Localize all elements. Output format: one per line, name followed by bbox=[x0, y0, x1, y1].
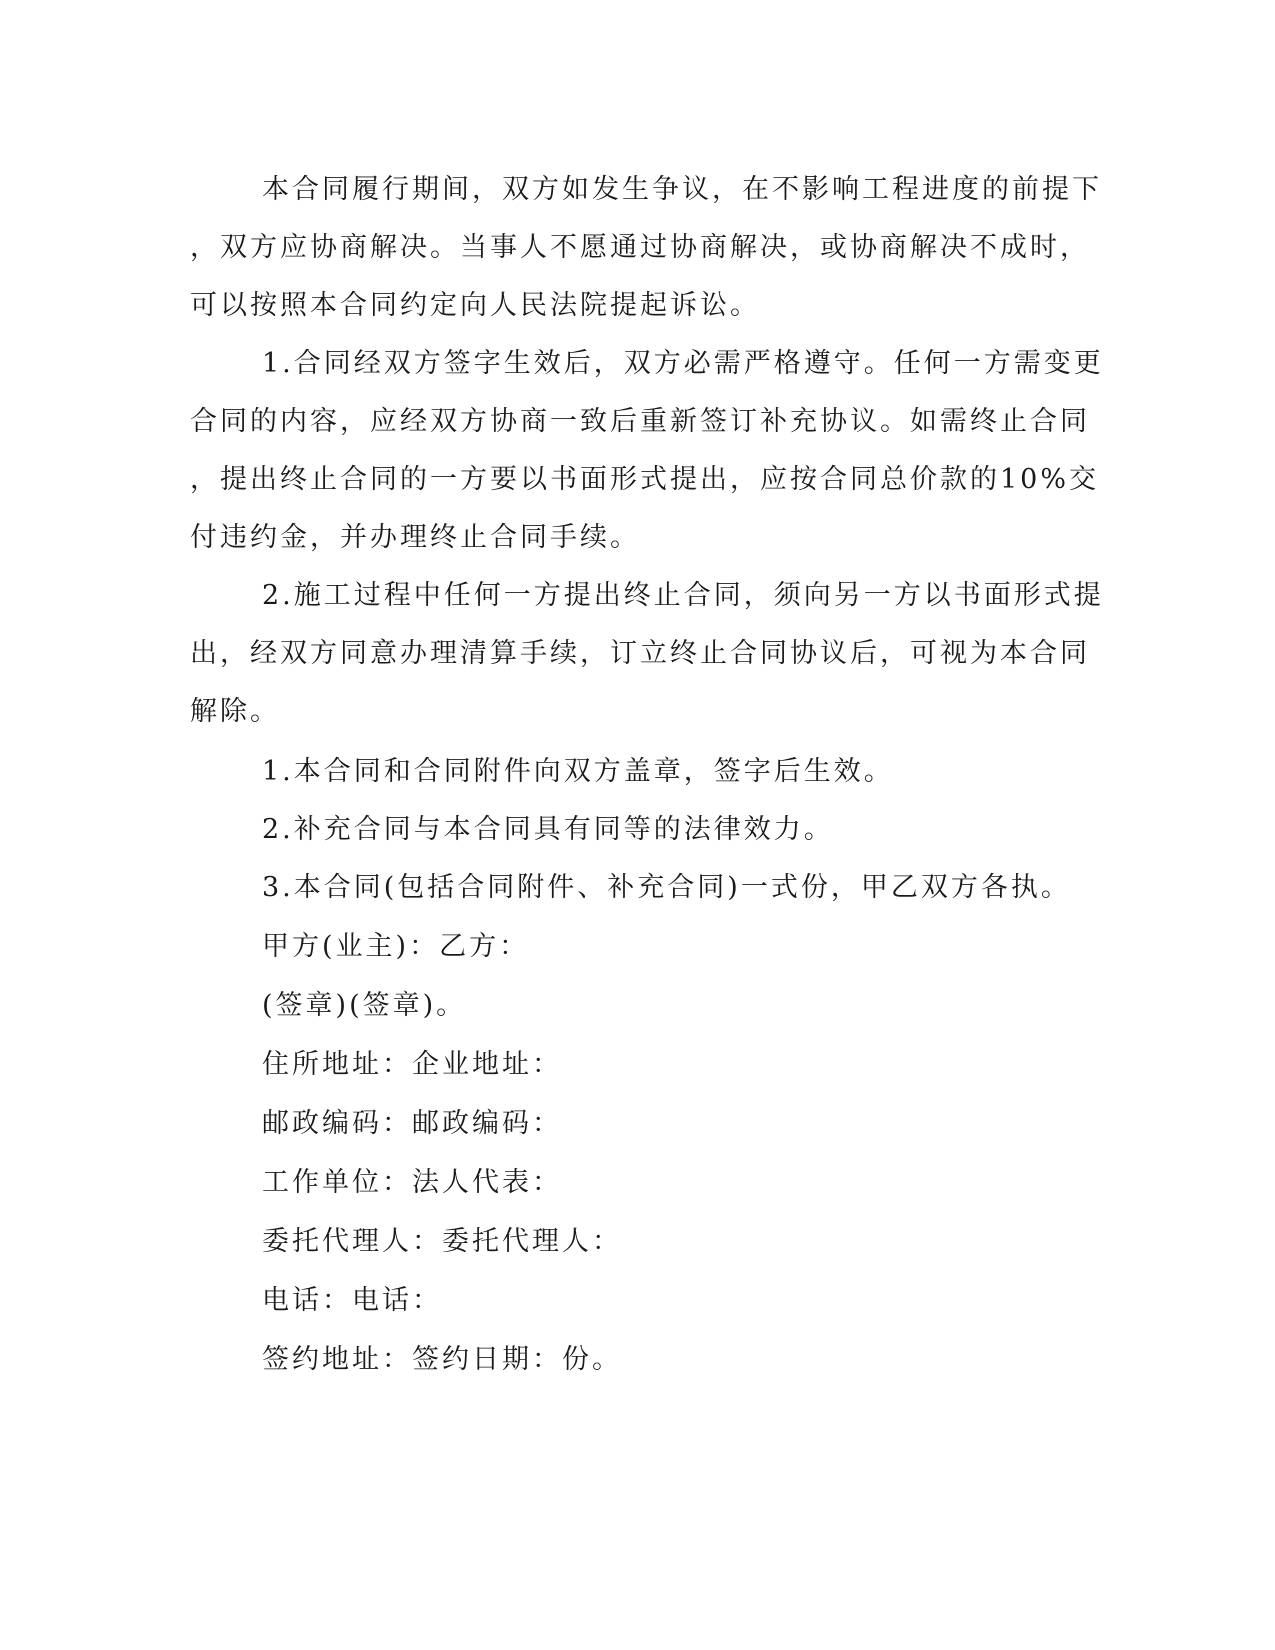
phone-labels: 电话：电话： bbox=[262, 1285, 442, 1316]
signing-labels: 签约地址：签约日期：份。 bbox=[262, 1344, 622, 1375]
clause-supplement: 2.补充合同与本合同具有同等的法律效力。 bbox=[262, 814, 834, 845]
paragraph-2-line-1: 1.合同经双方签字生效后，双方必需严格遵守。任何一方需变更 bbox=[262, 348, 1104, 379]
paragraph-2-line-3: ，提出终止合同的一方要以书面形式提出，应按合同总价款的10%交 bbox=[190, 464, 1100, 495]
employer-labels: 工作单位：法人代表： bbox=[262, 1167, 562, 1198]
agent-labels: 委托代理人：委托代理人： bbox=[262, 1226, 622, 1257]
paragraph-1-line-1: 本合同履行期间，双方如发生争议，在不影响工程进度的前提下 bbox=[262, 174, 1102, 205]
party-labels: 甲方(业主)：乙方： bbox=[262, 931, 530, 962]
postcode-labels: 邮政编码：邮政编码： bbox=[262, 1108, 562, 1139]
clause-copies: 3.本合同(包括合同附件、补充合同)一式份，甲乙双方各执。 bbox=[262, 872, 1071, 903]
paragraph-1-line-3: 可以按照本合同约定向人民法院提起诉讼。 bbox=[190, 290, 760, 321]
paragraph-1-line-2: ，双方应协商解决。当事人不愿通过协商解决，或协商解决不成时， bbox=[190, 232, 1090, 263]
paragraph-3-line-1: 2.施工过程中任何一方提出终止合同，须向另一方以书面形式提 bbox=[262, 580, 1104, 611]
paragraph-3-line-3: 解除。 bbox=[190, 696, 280, 727]
paragraph-3-line-2: 出，经双方同意办理清算手续，订立终止合同协议后，可视为本合同 bbox=[190, 638, 1090, 669]
paragraph-2-line-4: 付违约金，并办理终止合同手续。 bbox=[190, 522, 640, 553]
seal-labels: (签章)(签章)。 bbox=[262, 990, 467, 1021]
paragraph-2-line-2: 合同的内容，应经双方协商一致后重新签订补充协议。如需终止合同 bbox=[190, 406, 1090, 437]
clause-effective: 1.本合同和合同附件向双方盖章，签字后生效。 bbox=[262, 756, 894, 787]
address-labels: 住所地址：企业地址： bbox=[262, 1049, 562, 1080]
